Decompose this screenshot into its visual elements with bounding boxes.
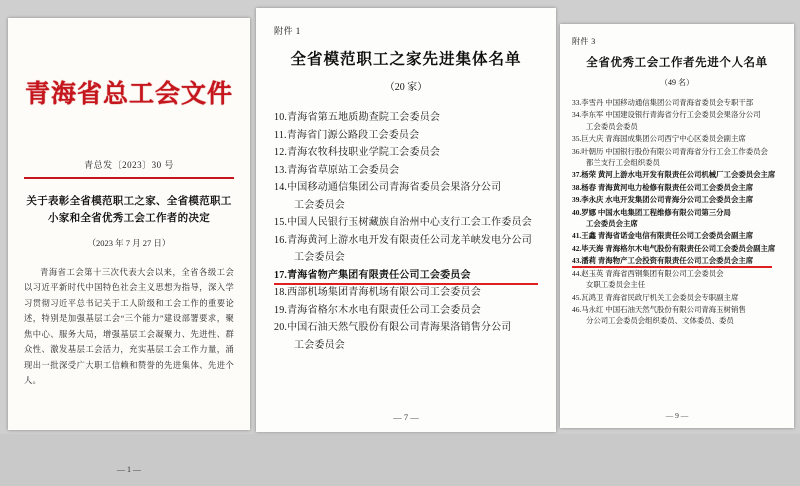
left-document-body: [8, 74, 250, 486]
entry-name: 毕天海: [581, 243, 604, 253]
entry-number: 38.: [572, 182, 582, 192]
entry-number: 33.: [572, 98, 582, 107]
entry-desc: 中国水电集团工程维修有限公司第三分局: [597, 207, 731, 217]
entry-desc: 青海省西钢集团有限公司工会委员会: [605, 268, 724, 278]
right-page-number: — 9 —: [665, 411, 689, 420]
middle-attachment-label: 附件 1: [274, 26, 301, 36]
left-page-number: — 1 —: [117, 465, 141, 474]
right-document-body: [560, 24, 794, 428]
entry-name: 王鑫: [581, 231, 597, 241]
entry-desc: 青海黄河电力检修有限责任公司工会委员会主席: [597, 182, 754, 192]
entry-number: 34.: [572, 110, 582, 120]
entry-desc-continued: 分公司工会委员会组织委员、文体委员、委员: [586, 316, 734, 326]
entry-desc: 青海格尔木电气股份有限责任公司工会委员会副主席: [605, 243, 776, 253]
entry-desc: 中国建设银行青海省分行工会委员会果洛分公司: [605, 110, 761, 120]
list-item: [274, 179, 538, 214]
list-item: [274, 214, 538, 232]
right-entry-list: [572, 97, 782, 327]
left-document-date: （2023 年 7 月 27 日）: [87, 237, 171, 248]
list-item: [572, 169, 782, 180]
list-item: [572, 182, 782, 193]
red-divider-rule: [24, 177, 234, 179]
entry-name: 马永红: [581, 304, 604, 314]
list-item: [274, 319, 538, 354]
list-item: [572, 146, 782, 169]
entry-text-continued: 工会委员会: [294, 252, 345, 263]
entry-number: 11.: [274, 129, 287, 141]
entry-text: 青海省第五地质勘查院工会委员会: [287, 112, 441, 123]
entry-number: 43.: [572, 256, 582, 266]
entry-desc: 青海物产工会投资有限责任公司工会委员会主席: [597, 256, 754, 266]
entry-number: 36.: [572, 146, 582, 156]
list-item: [572, 97, 782, 108]
list-item-highlighted: [274, 267, 538, 285]
middle-document-title: 全省模范职工之家先进集体名单: [290, 51, 522, 68]
entry-text: 青海省草原站工会委员会: [287, 164, 400, 176]
list-item: [572, 292, 782, 303]
entry-number: 14.: [274, 182, 288, 193]
entry-desc: 中国移动通信集团公司青海省委员会专职干部: [605, 98, 754, 107]
entry-number: 46.: [572, 304, 582, 314]
entry-name: 瓦鸿卫: [581, 292, 604, 302]
entry-text-continued: 工会委员会: [294, 339, 345, 351]
entry-desc: 青海省诺金电信有限责任公司工会委员会副主席: [597, 231, 754, 241]
entry-text: 青海黄河上游水电开发有限责任公司龙羊峡发电分公司: [287, 234, 532, 246]
list-item: [274, 284, 538, 302]
entry-desc-continued: 女职工委员会主任: [586, 280, 646, 290]
entry-text: 中国人民银行玉树藏族自治州中心支行工会工作委员会: [287, 217, 532, 228]
right-attachment-label: 附件 3: [572, 37, 596, 46]
left-title-line-2: 小家和全省优秀工会工作者的决定: [48, 212, 210, 224]
entry-desc: 黄河上游水电开发有限责任公司机械厂工会委员会主席: [597, 170, 776, 180]
left-document-title: [22, 193, 236, 227]
list-item: [572, 109, 782, 132]
list-item: [572, 207, 782, 230]
entry-number: 37.: [572, 170, 582, 180]
entry-number: 20.: [274, 322, 288, 333]
entry-text: 中国移动通信集团公司青海省委员会果洛分公司: [287, 182, 502, 193]
list-item-highlighted: [572, 255, 782, 266]
entry-number: 35.: [572, 134, 582, 144]
list-item: [274, 127, 538, 145]
entry-number: 19.: [274, 304, 288, 316]
entry-desc: 水电开发集团公司青海分公司工会委员会主席: [605, 195, 754, 205]
middle-page-number: — 7 —: [393, 412, 419, 422]
entry-text: 西部机场集团青海机场有限公司工会委员会: [287, 287, 481, 298]
entry-text: 中国石油天然气股份有限公司青海果洛销售分公司: [287, 322, 512, 333]
entry-text: 青海农牧科技职业学院工会委员会: [287, 147, 441, 158]
right-document-title: 全省优秀工会工作者先进个人名单: [586, 57, 768, 69]
entry-number: 40.: [572, 207, 582, 217]
entry-desc: 中国银行股份有限公司青海省分行工会工作委员会: [605, 146, 768, 156]
left-document-sheet: [8, 18, 250, 474]
list-item: [572, 268, 782, 291]
masthead-title: 青海省总工会文件: [24, 81, 233, 108]
entry-name: 巨大庆: [581, 134, 604, 144]
left-title-line-1: 关于表彰全省模范职工之家、全省模范职工: [26, 195, 232, 207]
list-item: [572, 230, 782, 241]
middle-document-body: [256, 8, 556, 432]
entry-name: 叶朝历: [581, 146, 604, 156]
list-item: [572, 194, 782, 205]
entry-text-continued: 工会委员会: [294, 199, 345, 211]
list-item: [572, 304, 782, 327]
entry-name: 杨荣: [581, 170, 597, 180]
entry-desc: 青海省民政厅机关工会委员会专职副主席: [605, 292, 739, 302]
entry-text: 青海省格尔木水电有限责任公司工会委员会: [287, 304, 481, 316]
entry-name: 李东军: [581, 110, 604, 120]
entry-number: 12.: [274, 147, 288, 158]
entry-number: 15.: [274, 217, 288, 228]
entry-desc-continued: 工会委员会主席: [586, 219, 638, 229]
entry-number: 41.: [572, 231, 582, 241]
document-number: 青总发〔2023〕30 号: [84, 160, 174, 170]
middle-document-count: （20 家）: [384, 82, 428, 93]
entry-number: 17.: [274, 269, 288, 281]
entry-name: 罗娜: [581, 207, 597, 217]
entry-number: 16.: [274, 234, 288, 246]
entry-text: 青海省门源公路段工会委员会: [286, 129, 420, 141]
entry-number: 44.: [572, 268, 582, 278]
entry-number: 13.: [274, 164, 288, 176]
entry-name: 李永庆: [581, 195, 604, 205]
entry-number: 18.: [274, 287, 288, 298]
middle-document-sheet: [256, 8, 556, 432]
entry-name: 赵玉英: [581, 268, 604, 278]
entry-desc: 中国石油天然气股份有限公司青海玉树销售: [605, 304, 746, 314]
entry-desc-continued: 都兰支行工会组织委员: [586, 158, 660, 168]
list-item: [274, 109, 538, 127]
list-item: [572, 133, 782, 144]
left-document-paragraphs: [24, 265, 234, 389]
entry-number: 45.: [572, 292, 582, 302]
right-document-count: （49 名）: [660, 78, 694, 87]
entry-name: 杨春: [581, 182, 597, 192]
list-item: [274, 162, 538, 180]
entry-name: 李雪丹: [581, 98, 604, 107]
entry-name: 潘莉: [581, 256, 597, 266]
right-document-sheet: [560, 24, 794, 428]
list-item: [572, 243, 782, 254]
list-item: [274, 302, 538, 320]
entry-text: 青海省物产集团有限责任公司工会委员会: [287, 269, 471, 281]
entry-number: 42.: [572, 243, 582, 253]
entry-desc: 青海国成集团公司西宁中心区委员会副主席: [605, 134, 746, 144]
middle-entry-list: [274, 109, 538, 354]
left-paragraph: 青海省工会第十三次代表大会以来，全省各级工会以习近平新时代中国特色社会主义思想为指导，深入学习贯彻习近平总书记关于工人阶级和工会工作的重要论述，特别是加强基层工会“三个能力”建设部署要求，聚焦中心、服务大局，增强基层工会凝聚力、先进性、群众性、激发基层工会活力，充实基层工会工作力量，涌现出一批深受广大职工信赖和赞誉的先进集体、先进个人。: [24, 267, 234, 386]
entry-desc-continued: 工会委员会委员: [586, 121, 638, 131]
entry-number: 10.: [274, 112, 288, 123]
list-item: [274, 144, 538, 162]
entry-number: 39.: [572, 195, 582, 205]
list-item: [274, 232, 538, 267]
